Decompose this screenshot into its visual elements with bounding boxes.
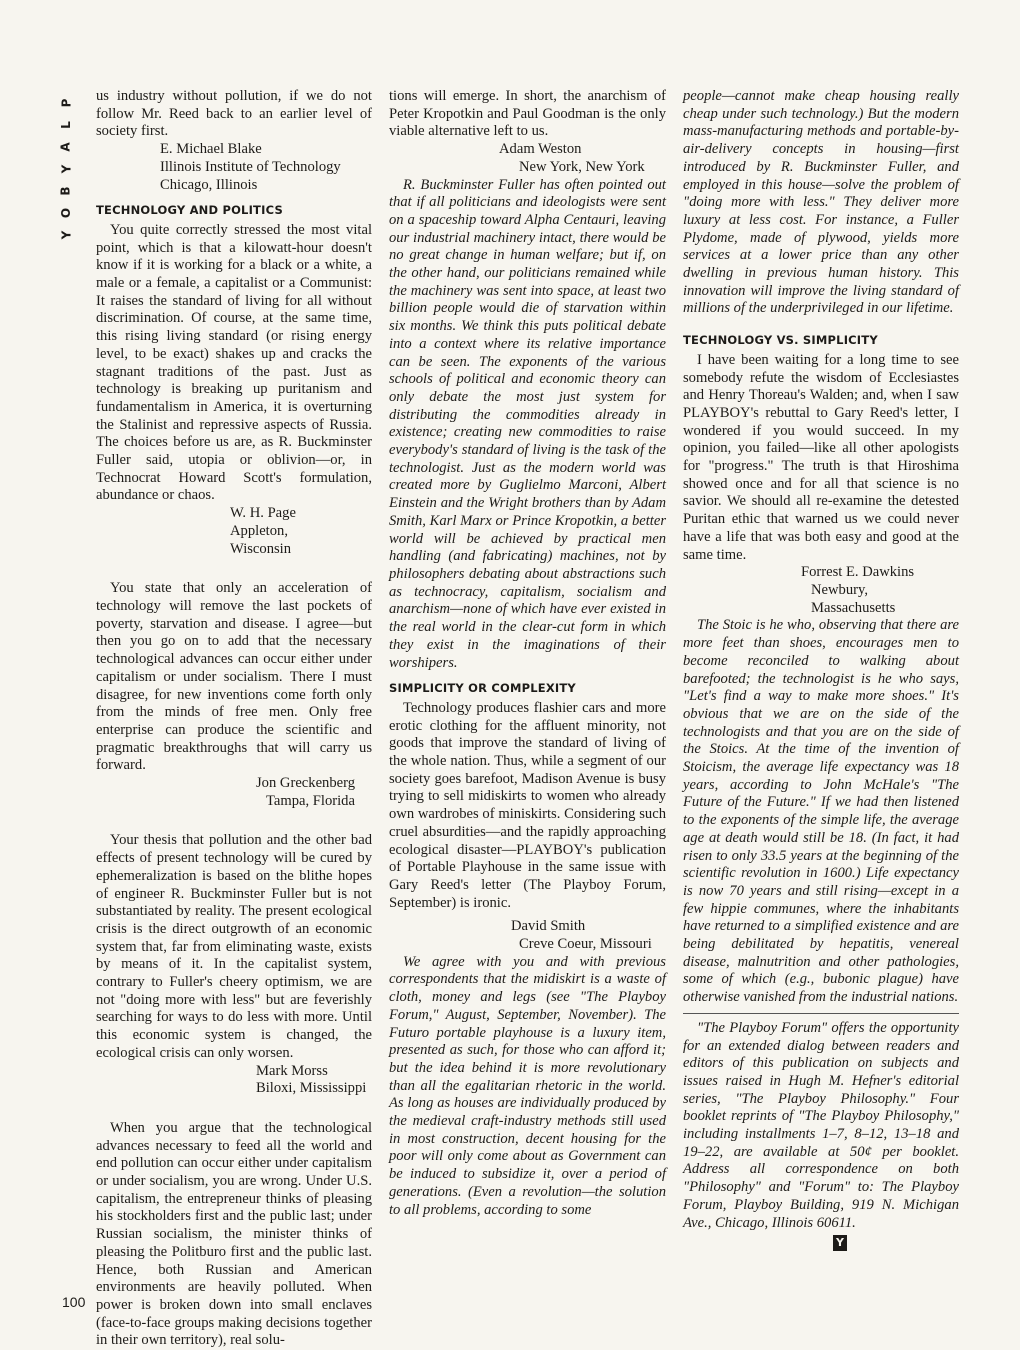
letter-paragraph: us industry without pollution, if we do not follow Mr. Reed back to an earlier level of society first. — [96, 88, 372, 140]
letter-signature — [96, 775, 372, 810]
signature-name: Jon Greckenberg — [256, 775, 356, 792]
masthead-letter: Y — [58, 164, 73, 174]
letter-paragraph: tions will emerge. In short, the anarchism of Peter Kropotkin and Paul Goodman is the only viable alternative left to us. — [389, 88, 666, 140]
letter-signature — [389, 918, 666, 953]
masthead-letter: A — [58, 142, 73, 152]
masthead-letter: O — [58, 207, 73, 219]
letter-signature — [96, 141, 372, 194]
signature-name: W. H. Page — [230, 505, 296, 522]
masthead-letter: L — [59, 121, 73, 129]
column-2 — [389, 88, 666, 1219]
letter-paragraph: You quite correctly stressed the most vital point, which is that a kilowatt-hour doesn't know if it is working for a black or a white, a male or a female, a capitalist or a Communist: It raises the standard of living for all without discrimination. Of course, at the same time, this rising living standard (or rising energy level, to be exact) shakes up and cracks the stagnant traditions of the past. Just as technology is breaking up puritanism and fundamentalism in America, it is overturning the Stalinist and repressive aspects of Russia. The choices before us are, as R. Buckminster Fuller said, utopia or oblivion—or, in Technocrat Howard Scott's formulation, abundance or chaos. — [96, 221, 372, 504]
column-1 — [96, 88, 372, 1350]
forum-note: "The Playboy Forum" offers the opportunity for an extended dialog between readers and editors of this publication on subjects and issues raised in Hugh M. Hefner's editorial series, "The Playboy Philosophy." Four booklet reprints of "The Playboy Philosophy," including installments 1–7, 8–12, 13–18 and 19–22, are available at 50¢ per booklet. Address all correspondence on both "Philosophy" and "Forum" to: The Playboy Forum, Playboy Building, 919 N. Michigan Ave., Chicago, Illinois 60611. — [683, 1019, 959, 1231]
letter-paragraph: Technology produces flashier cars and more erotic clothing for the affluent minority, not goods that improve the standard of living of the whole nation. Thus, while a segment of our society goes barefoot, Madison Avenue is busy trying to sell midiskirts to women who already own wardrobes of miniskirts. Considering such cruel absurdities—and the rapidly approaching ecological disaster—PLAYBOY's publication of Portable Playhouse in the same issue with Gary Reed's letter (The Playboy Forum, September) is ironic. — [389, 699, 666, 911]
letter-paragraph: When you argue that the technological advances necessary to feed all the world and end pollution can occur either under capitalism or under socialism, you are wrong. Under U.S. capitalism, the entrepreneur thinks of pleasing his stockholders first and the public last; under Russian socialism, the minister thinks of pleasing the Politburo first and the public last. Hence, both Russian and American environments are heavily polluted. When power is broken down into small enclaves (face-to-face groups making decisions together in their own territory), real solu- — [96, 1119, 372, 1349]
signature-name: Forrest E. Dawkins — [801, 564, 915, 581]
divider — [683, 1013, 959, 1014]
masthead-letter: Y — [58, 230, 73, 240]
signature-location: Biloxi, Mississippi — [256, 1080, 367, 1097]
letter-signature — [389, 141, 666, 176]
section-heading: TECHNOLOGY AND POLITICS — [96, 203, 283, 218]
letter-paragraph: Your thesis that pollution and the other bad effects of present technology will be cured by ephemeralization is based on the blithe hopes of engineer R. Buckminster Fuller but is not substantiated by reality. The present ecological crisis is the direct outgrowth of an economic system that, far from eliminating waste, exists by means of it. In the capitalist system, contrary to Fuller's cheery optimism, we are not "doing more with less" but are feverishly searching for ways to do less with more. Until this economic system is changed, the ecological crisis can only worsen. — [96, 832, 372, 1061]
signature-name: Mark Morss — [256, 1062, 328, 1079]
signature-name: David Smith — [511, 918, 586, 935]
letter-signature — [96, 1063, 372, 1098]
section-heading: TECHNOLOGY VS. SIMPLICITY — [683, 333, 878, 348]
signature-location: Creve Coeur, Missouri — [519, 936, 652, 953]
editor-reply: people—cannot make cheap housing really cheap under such technology.) But the modern mass-manufacturing methods and portable-by-air-delivery concepts in housing—first introduced by R. Buckminster Fuller, and employed in this house—solve the problem of "doing more with less." They deliver more luxury at less cost. For instance, a Fuller Plydome, made of plywood, yields more services at a lower price than any other dwelling in previous human history. This innovation will improve the living standard of millions of the underprivileged in our lifetime. — [683, 88, 959, 317]
signature-affiliation: Illinois Institute of Technology — [160, 158, 341, 175]
letter-signature — [96, 505, 372, 558]
signature-name: E. Michael Blake — [160, 141, 262, 158]
letter-signature — [683, 564, 959, 617]
signature-location: Tampa, Florida — [266, 792, 355, 809]
signature-location: New York, New York — [519, 158, 645, 175]
signature-location: Appleton, Wisconsin — [230, 522, 292, 557]
editor-reply: We agree with you and with previous correspondents that the midiskirt is a waste of cloth, money and legs (see "The Playboy Forum," August, September, November). The Futuro portable playhouse is a luxury item, presented as such, for those who can afford it; but the idea behind it is more revolutionary than all the egalitarian rhetoric in the world. As long as houses are individually produced by the medieval craft-industry methods still used in most construction, decent housing for the poor will only come about as Government can be induced to subsidize it, over a period of generations. (Even a revolution—the solution to all problems, according to some — [389, 953, 666, 1218]
magazine-masthead — [58, 92, 74, 246]
editor-reply: R. Buckminster Fuller has often pointed out that if all politicians and ideologists were sent on a spaceship toward Alpha Centauri, leaving our industrial machinery intact, there would be no great change in human welfare; but if, on the other hand, our politicians remained while the machinery was sent into space, at least two billion people would die of starvation within six months. We think this puts political debate into a context where its relative importance can be seen. The exponents of the various schools of political and economic theory can only debate the most just system for distributing the commodities already in existence; creating new commodities to raise everybody's standard of living is the task of the technologist. Just as the modern world was created more by Guglielmo Marconi, Albert Einstein and the Wright brothers than by Adam Smith, Karl Marx or Prince Kropotkin, a better world will be achieved by practical men handling (and fabricating) machines, not by philosophers debating about abstractions such as technocracy, capitalism, socialism and anarchism—none of which have ever existed in the real world in the clear-cut form in which they exist in the imaginations of their worshipers. — [389, 176, 666, 671]
section-heading: SIMPLICITY OR COMPLEXITY — [389, 681, 576, 696]
signature-location: Chicago, Illinois — [160, 176, 258, 193]
masthead-letter: P — [58, 98, 73, 108]
rabbit-logo-icon: Y — [833, 1235, 847, 1251]
editor-reply: The Stoic is he who, observing that there are more feet than shoes, encourages men to become reconciled to walking about barefooted; the technologist is he who says, "Let's find a way to make more shoes." It's obvious that we are on the side of the technologists and that you are on the side of the Stoics. At the time of the invention of Stoicism, the average life expectancy was 18 years, according to John McHale's "The Future of the Future." If we had then listened to the exponents of the simple life, the average age at death would still be 18. (In fact, it had risen to only 33.5 years at the beginning of the scientific revolution in 1600.) Life expectancy is now 70 years and still rising—except in a few hippie communes, where the inhabitants have returned to a simplified existence and are being debilitated by hepatitis, venereal disease, malnutrition and other pathologies, some of which (e.g., bubonic plague) have otherwise vanished from the industrial nations. — [683, 617, 959, 1006]
signature-location: Newbury, Massachusetts — [811, 581, 896, 616]
column-3 — [683, 88, 959, 1252]
page-number: 100 — [62, 1294, 86, 1310]
masthead-letter: B — [59, 186, 73, 196]
signature-name: Adam Weston — [499, 141, 582, 158]
letter-paragraph: I have been waiting for a long time to see somebody refute the wisdom of Ecclesiastes and Henry Thoreau's Walden; and, when I saw PLAYBOY's rebuttal to Gary Reed's letter, I wondered if you would succeed. In my opinion, you failed—like all other apologists for "progress." The truth is that Hiroshima showed once and for all that science is no savior. We should all re-examine the detested Puritan ethic that warned us we could never have a life that was both easy and good at the same time. — [683, 351, 959, 563]
letter-paragraph: You state that only an acceleration of technology will remove the last pockets of poverty, starvation and disease. I agree—but then you go on to add that the necessary technological advances can occur either under capitalism or under socialism. There I must disagree, for new inventions come forth only from the minds of free men. Only free enterprise can produce the scientific and pragmatic breakthroughs that will carry us forward. — [96, 580, 372, 774]
